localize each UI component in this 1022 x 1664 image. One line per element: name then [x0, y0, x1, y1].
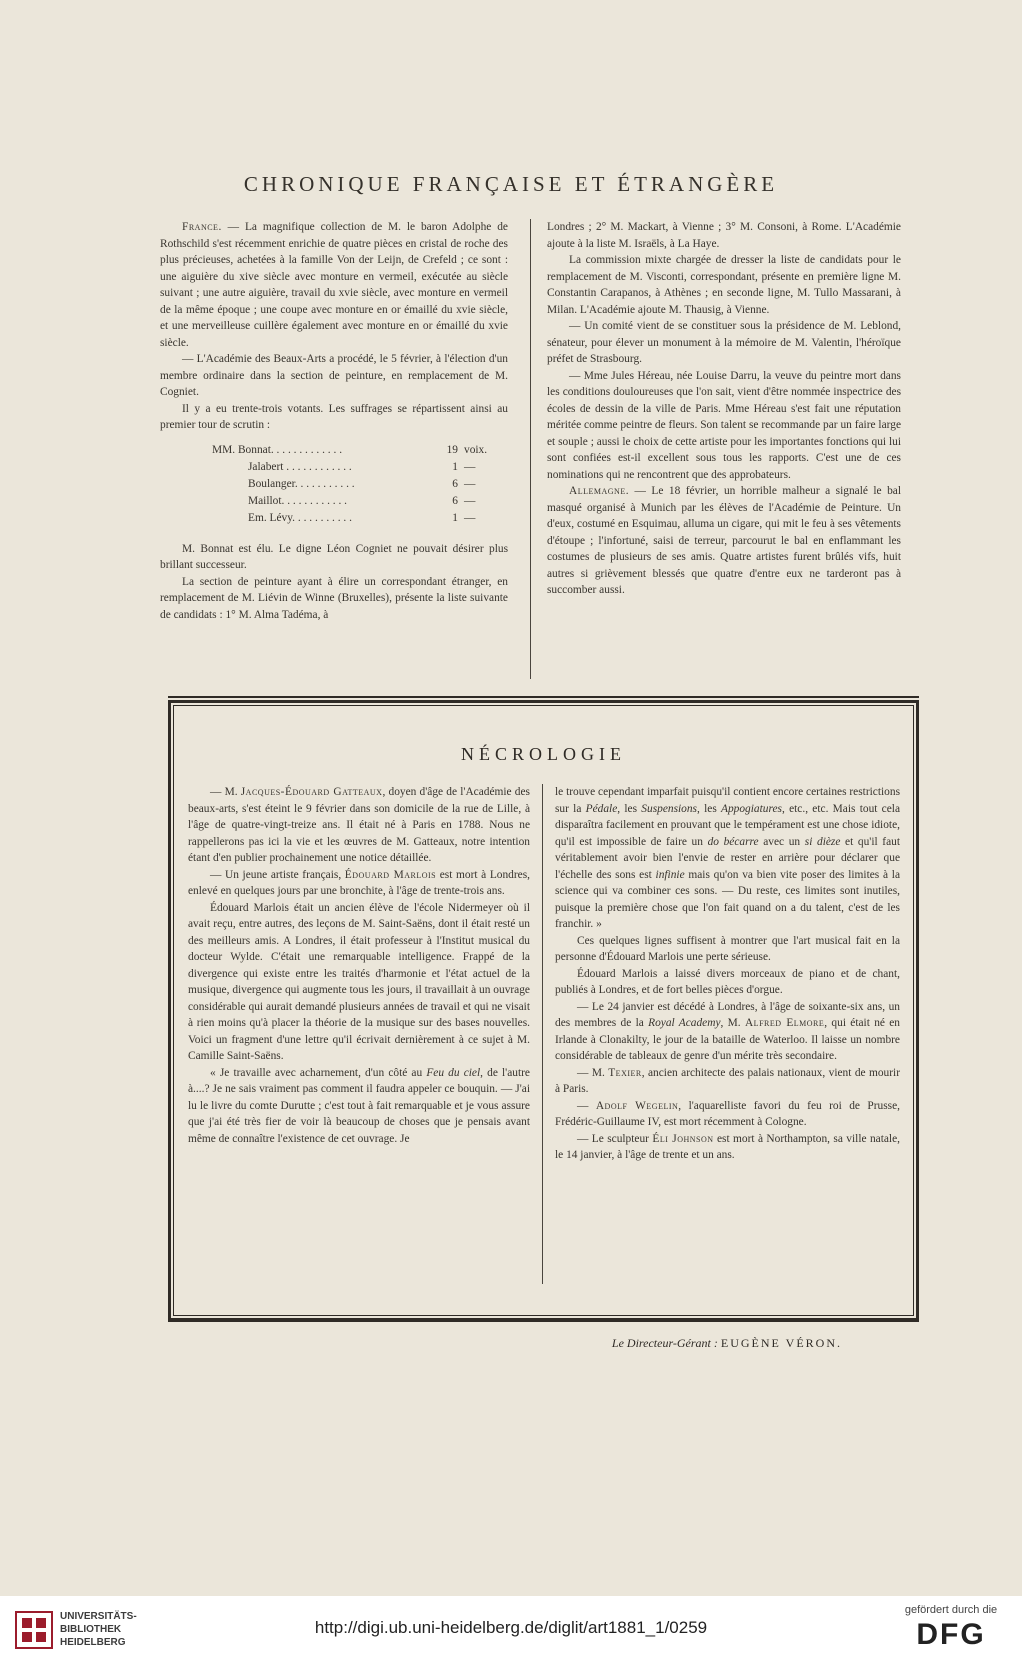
person-name: Jacques-Édouard Gatteaux	[240, 786, 383, 798]
paragraph-comite: — Un comité vient de se constituer sous la présidence de M. Leblond, sénateur, pour élever un monument à la mémoire de M. Valentin, l'héroïque préfet de Strasbourg.	[547, 320, 901, 365]
library-name: UNIVERSITÄTS- BIBLIOTHEK HEIDELBERG	[60, 1611, 137, 1648]
paragraph-londres: Londres ; 2° M. Mackart, à Vienne ; 3° M. Consoni, à Rome. L'Académie ajoute à la liste M. Israëls, à La Haye.	[547, 221, 901, 250]
paragraph-letter: « Je travaille avec acharnement, d'un côté au Feu du ciel, de l'autre à....? Je ne sais vraiment pas comment il faudra appeler ce bouquin. — J'ai lu le livre du comte Durutte ; c'est tout à fait remarquable et je vous assure que j'ai été très fier de voir là beaucoup de choses que je pensais avant même de connaître l'existence de cet ouvrage. Je	[188, 1066, 530, 1145]
person-name: Édouard Marlois	[344, 868, 437, 881]
column-divider	[530, 219, 531, 679]
chronique-right-column	[547, 219, 901, 599]
paragraph-wegelin: — Adolf Wegelin, l'aquarelliste favori du feu roi de Prusse, Frédéric-Guillaume IV, est mort récemment à Cologne.	[555, 1099, 900, 1128]
paragraph-allemagne: Allemagne. — Le 18 février, un horrible malheur a signalé le bal masqué organisé à Munich par les élèves de l'Académie de Peinture. Un d'eux, costumé en Esquimau, alluma un cigare, qui mit le feu à ses vêtements d'étoupe ; l'infortuné, saisi de terreur, parcourut le bal en enflammant les costumes de plusieurs de ses amis. Quatre artistes furent brûlés vifs, huit autres si grièvement blessés que quatre d'entre eux ne tarderont pas à succomber aussi.	[547, 485, 901, 596]
vote-row: Maillot. . . . . . . . . . . . 6 —	[248, 494, 476, 507]
vote-row: Boulanger. . . . . . . . . . . 6 —	[248, 477, 476, 490]
vote-results-table	[212, 442, 504, 527]
paragraph-france: France. — La magnifique collection de M. le baron Adolphe de Rothschild s'est récemment enrichie de quatre pièces en cristal de roche des plus précieuses, achetées à la famille Von der Leijn, de Crefeld ; ce sont : une aiguière du xive siècle avec monture en vermeil, exécutée au siècle suivant ; une autre aiguière, travail du xvie siècle, avec monture en vermeil de la même époque ; une coupe avec monture en or émaillé du xvie siècle, et une merveilleuse cuillère également avec monture en or émaillé du xvie siècle.	[160, 221, 508, 349]
paragraph-commission: La commission mixte chargée de dresser la liste de candidats pour le remplacement de M. Visconti, correspondant, présente en première ligne M. Constantin Carapanos, à Athènes ; en seconde ligne, M. Tullo Massarani, à Milan. L'Académie ajoute M. Thausig, à Vienne.	[547, 254, 901, 316]
paragraph-hereau: — Mme Jules Héreau, née Louise Darru, la veuve du peintre mort dans les conditions douloureuses que l'on sait, vient d'être nommée inspectrice des écoles de dessin de la ville de Paris. Mme Héreau s'est fait une réputation méritée comme peintre de fleurs. Son talent se recommande par un faire large et souple ; aussi le choix de cette artiste pour les importantes fonctions qui lui sont confiées est-il excellent sous tous les rapports. C'est une de ces nominations qui ne rencontrent que des approbateurs.	[547, 369, 901, 481]
section-lead-allemagne: Allemagne.	[569, 485, 630, 497]
necrologie-right-column	[555, 784, 900, 1164]
necrologie-column-divider	[542, 784, 543, 1284]
frame-top-rule	[168, 696, 919, 698]
digitization-footer	[0, 1596, 1022, 1664]
necrologie-left-column	[188, 784, 530, 1147]
vote-row: Jalabert . . . . . . . . . . . . 1 —	[248, 460, 476, 473]
person-name: Texier	[608, 1066, 642, 1079]
paragraph-elmore: — Le 24 janvier est décédé à Londres, à l'âge de soixante-six ans, un des membres de la Royal Academy, M. Alfred Elmore, qui était né en Irlande à Clonakilty, le jour de la bataille de Waterloo. Il laisse un nombre considérable de tableaux de genre d'un mérite très secondaire.	[555, 1000, 900, 1062]
necrologie-title: NÉCROLOGIE	[461, 744, 626, 764]
paragraph-gatteaux: — M. Jacques-Édouard Gatteaux, doyen d'âge de l'Académie des beaux-arts, s'est éteint le 9 février dans son domicile de la rue de Lille, à l'âge de quatre-vingt-treize ans. Il était né à Paris en 1788. Nous ne rappellerons pas ici la vie et les œuvres de M. Gatteaux, notre intention étant d'en publier prochainement une notice détaillée.	[188, 786, 530, 864]
paragraph-correspondant: La section de peinture ayant à élire un correspondant étranger, en remplacement de M. Liévin de Winne (Bruxelles), présente la liste suivante de candidats : 1° M. Alma Tadéma, à	[160, 575, 508, 621]
frame-bottom-rule	[168, 1320, 919, 1322]
paragraph-marlois-death: — Un jeune artiste français, Édouard Marlois est mort à Londres, enlevé en quelques jours par une bronchite, à l'âge de trente-trois ans.	[188, 868, 530, 897]
person-name: Alfred Elmore	[744, 1017, 825, 1029]
sponsor-block: gefördert durch die DFG	[896, 1604, 1006, 1650]
paragraph-academie-election: — L'Académie des Beaux-Arts a procédé, le 5 février, à l'élection d'un membre ordinaire dans la section de peinture, en remplacement de M. Cogniet.	[160, 353, 508, 398]
page-title: CHRONIQUE FRANÇAISE ET ÉTRANGÈRE	[243, 172, 779, 196]
paragraph-perte: Ces quelques lignes suffisent à montrer que l'art musical fait en la personne d'Édouard Marlois une perte sérieuse.	[555, 934, 900, 963]
section-lead-france: France.	[182, 221, 222, 233]
paragraph-bonnat-elu: M. Bonnat est élu. Le digne Léon Cogniet ne pouvait désirer plus brillant successeur.	[160, 542, 508, 571]
paragraph-votants: Il y a eu trente-trois votants. Les suffrages se répartissent ainsi au premier tour de scrutin :	[160, 402, 508, 431]
paragraph-johnson: — Le sculpteur Éli Johnson est mort à Northampton, sa ville natale, le 14 janvier, à l'âge de trente et un ans.	[555, 1132, 900, 1161]
dfg-logo: DFG	[916, 1618, 986, 1651]
permalink-url[interactable]: http://digi.ub.uni-heidelberg.de/diglit/art1881_1/0259	[314, 1618, 708, 1637]
person-name: Adolf Wegelin	[595, 1099, 679, 1112]
paragraph-letter-cont: le trouve cependant imparfait puisqu'il contient encore certaines restrictions sur la Pédale, les Suspensions, les Appogiatures, etc., etc. Mais tout cela disparaîtra facilement en prouvant que le tempérament est une chose idiote, qu'il est impossible de faire un do bécarre avec un si dièze et qu'il faut véritablement avoir bien l'envie de rester en arrière pour déclarer que l'échelle des sons est infinie mais qu'on va bien vite poser des limites à la science qui va combiner ces sons. — Du reste, ces limites sont inutiles, puisque la première chose que l'on fait quand on a du talent, c'est de les franchir. »	[555, 786, 901, 930]
paragraph-texier: — M. Texier, ancien architecte des palais nationaux, vient de mourir à Paris.	[555, 1066, 900, 1095]
person-name: Éli Johnson	[652, 1132, 714, 1145]
chronique-left-column	[160, 219, 508, 623]
vote-row: MM. Bonnat. . . . . . . . . . . . . 19 voix.	[212, 443, 488, 456]
paragraph-marlois-bio: Édouard Marlois était un ancien élève de l'école Nidermeyer où il avait reçu, entre autres, des leçons de M. Saint-Saëns, dont il était resté un des meilleurs amis. A Londres, il était professeur à l'Institut musical du docteur Wylde. C'était une remarquable intelligence. Frappé de la divergence qui existe entre les traités d'harmonie et l'état actuel de la musique, divergence qui augmente tous les jours, il travaillait à un ouvrage considérable qui aurait demandé plusieurs années de travail et qui ne visait à rien moins qu'à placer la théorie de la musique sur des bases nouvelles. Voici un fragment d'une lettre qu'il écrivait dernièrement à ce sujet à M. Camille Saint-Saëns.	[188, 901, 530, 1062]
director-signature: Le Directeur-Gérant : EUGÈNE VÉRON.	[611, 1336, 842, 1350]
paragraph-oeuvres: Édouard Marlois a laissé divers morceaux de piano et de chant, publiés à Londres, et de fort belles pièces d'orgue.	[555, 967, 900, 996]
vote-row: Em. Lévy. . . . . . . . . . . 1 —	[248, 511, 476, 524]
